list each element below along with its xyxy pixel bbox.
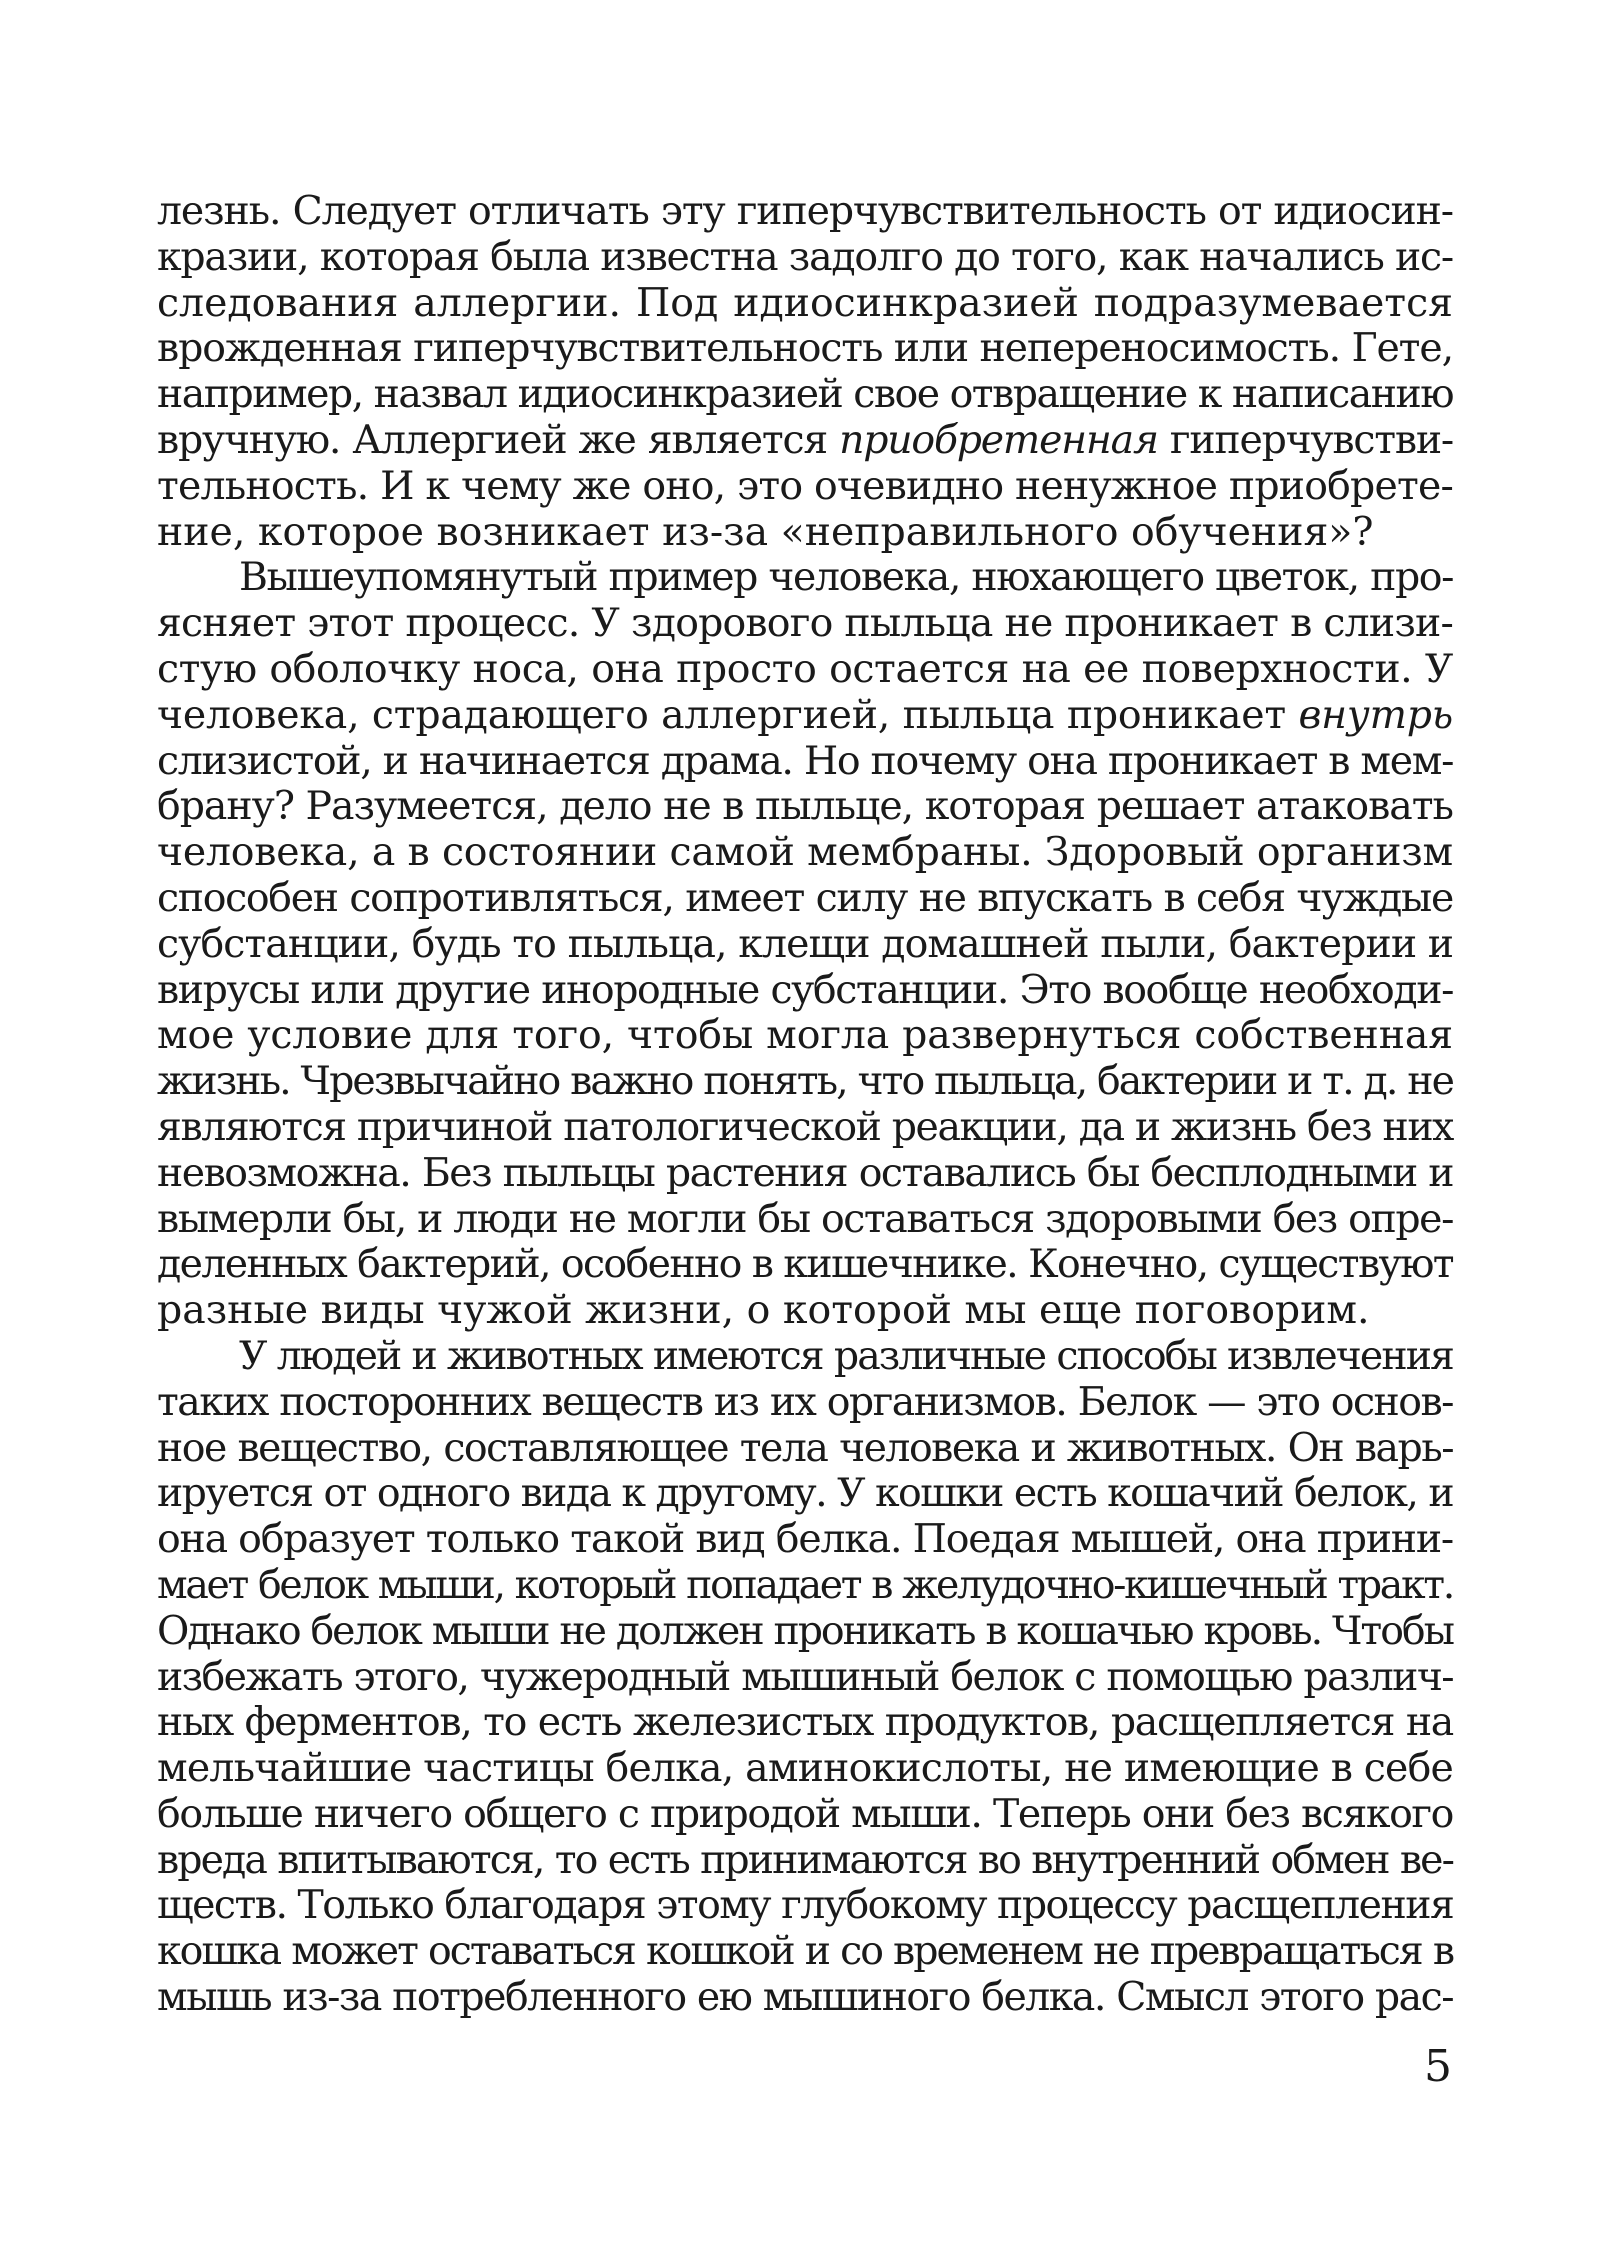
text-line: [157, 1883, 1453, 1929]
text-line: [157, 1288, 1453, 1334]
text-line: [157, 326, 1453, 372]
text-line: [157, 189, 1453, 235]
text-run: лезнь. Следует отличать эту гиперчувствительность от идиосин-: [157, 188, 1453, 234]
text-line: [157, 1517, 1453, 1563]
text-run: больше ничего общего с природой мыши. Теперь они без всякого: [157, 1790, 1453, 1837]
text-run: мое условие для того, чтобы могла развернуться собственная: [157, 1012, 1453, 1059]
text-run: стую оболочку носа, она просто остается на ее поверхности. У: [157, 645, 1453, 692]
text-run: способен сопротивляться, имеет силу не впускать в себя чуждые: [157, 874, 1453, 921]
text-line: [157, 1334, 1453, 1380]
text-line: [157, 1700, 1453, 1746]
text-line: [157, 647, 1453, 693]
text-line: [157, 510, 1453, 556]
text-run: ние, которое возникает из-за «неправильного обучения»?: [157, 508, 1374, 555]
text-run: вручную. Аллергией же является: [157, 416, 840, 463]
text-run: врожденная гиперчувствительность или непереносимость. Гете,: [157, 325, 1453, 372]
page-number: 5: [1424, 2041, 1452, 2092]
text-run: ществ. Только благодаря этому глубокому процессу расщепления: [157, 1882, 1454, 1929]
text-run: Вышеупомянутый пример человека, нюхающего цветок, про-: [239, 554, 1453, 601]
text-run: ясняет этот процесс. У здорового пыльца не проникает в слизи-: [157, 600, 1453, 647]
text-run: кошка может оставаться кошкой и со временем не превращаться в: [157, 1928, 1453, 1975]
text-run: мышь из-за потребленного ею мышиного белка. Смысл этого рас-: [157, 1974, 1453, 2021]
text-line: [157, 1242, 1453, 1288]
text-line: [157, 830, 1453, 876]
text-line: [157, 1655, 1453, 1701]
text-line: [157, 1838, 1453, 1884]
text-run: У людей и животных имеются различные способы извлечения: [239, 1332, 1453, 1379]
text-line: [157, 1746, 1453, 1792]
body-text: [157, 189, 1453, 2021]
text-run: Однако белок мыши не должен проникать в кошачью кровь. Чтобы: [157, 1607, 1453, 1654]
text-run: следования аллергии. Под идиосинкразией подразумевается: [157, 279, 1453, 326]
text-run: слизистой, и начинается драма. Но почему она проникает в мем-: [157, 737, 1454, 784]
text-run: кразии, которая была известна задолго до того, как начались ис-: [157, 233, 1453, 280]
text-line: [157, 555, 1453, 601]
text-run: мает белок мыши, который попадает в желудочно-кишечный тракт.: [157, 1561, 1453, 1608]
text-run: гиперчувстви-: [1157, 416, 1453, 463]
text-run: ное вещество, составляющее тела человека и животных. Он варь-: [157, 1424, 1453, 1471]
text-line: [157, 1929, 1453, 1975]
text-line: [157, 1471, 1453, 1517]
text-run: избежать этого, чужеродный мышиный белок с помощью различ-: [157, 1653, 1453, 1700]
text-line: [157, 235, 1453, 281]
text-line: [157, 922, 1453, 968]
text-run: невозможна. Без пыльцы растения оставались бы бесплодными и: [157, 1149, 1453, 1196]
text-line: [157, 1151, 1453, 1197]
text-line: [157, 739, 1453, 785]
text-run: субстанции, будь то пыльца, клещи домашней пыли, бактерии и: [157, 920, 1454, 967]
text-run: таких посторонних веществ из их организмов. Белок — это основ-: [157, 1378, 1453, 1425]
text-run: она образует только такой вид белка. Поедая мышей, она прини-: [157, 1516, 1454, 1563]
text-line: [157, 1792, 1453, 1838]
text-line: [157, 1380, 1453, 1426]
text-run: человека, а в состоянии самой мембраны. Здоровый организм: [157, 829, 1453, 876]
text-line: [157, 1426, 1453, 1472]
text-line: [157, 464, 1453, 510]
text-line: [157, 281, 1453, 327]
text-run: жизнь. Чрезвычайно важно понять, что пыльца, бактерии и т. д. не: [157, 1058, 1453, 1105]
text-line: [157, 418, 1453, 464]
text-line: [157, 1013, 1453, 1059]
text-line: [157, 1105, 1453, 1151]
text-line: [157, 1197, 1453, 1243]
text-run: брану? Разумеется, дело не в пыльце, которая решает атаковать: [157, 783, 1453, 830]
text-run: ных ферментов, то есть железистых продуктов, расщепляется на: [157, 1699, 1453, 1746]
text-run: например, назвал идиосинкразией свое отвращение к написанию: [157, 371, 1453, 418]
text-run: тельность. И к чему же оно, это очевидно ненужное приобрете-: [157, 462, 1453, 509]
text-line: [157, 1609, 1453, 1655]
text-run: ируется от одного вида к другому. У кошки есть кошачий белок, и: [157, 1470, 1453, 1517]
text-run: являются причиной патологической реакции, да и жизнь без них: [157, 1103, 1453, 1150]
text-run: разные виды чужой жизни, о которой мы еще поговорим.: [157, 1287, 1370, 1334]
text-run: вымерли бы, и люди не могли бы оставаться здоровыми без опре-: [157, 1195, 1453, 1242]
text-line: [157, 876, 1453, 922]
text-line: [157, 1975, 1453, 2021]
text-line: [157, 1563, 1453, 1609]
text-line: [157, 968, 1453, 1014]
italic-text: приобретенная: [839, 416, 1158, 463]
text-run: вирусы или другие инородные субстанции. Это вообще необходи-: [157, 966, 1453, 1013]
text-run: человека, страдающего аллергией, пыльца проникает: [157, 691, 1299, 738]
text-run: вреда впитываются, то есть принимаются во внутренний обмен ве-: [157, 1836, 1453, 1883]
text-line: [157, 1059, 1453, 1105]
text-run: деленных бактерий, особенно в кишечнике. Конечно, существуют: [157, 1241, 1453, 1288]
text-line: [157, 372, 1453, 418]
italic-text: внутрь: [1298, 691, 1453, 738]
text-line: [157, 693, 1453, 739]
text-line: [157, 784, 1453, 830]
text-run: мельчайшие частицы белка, аминокислоты, не имеющие в себе: [157, 1745, 1453, 1792]
text-line: [157, 601, 1453, 647]
